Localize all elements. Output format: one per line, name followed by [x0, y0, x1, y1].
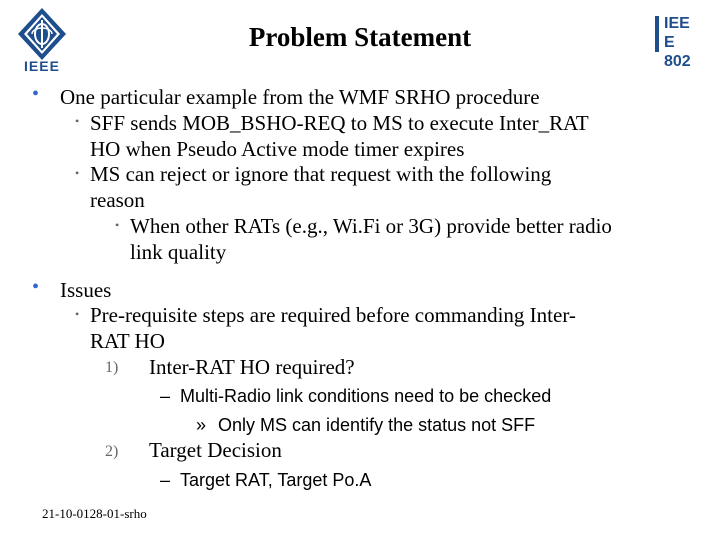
sub-bullet-marker: • [75, 307, 80, 321]
sub-sub-bullet-rats-line2: link quality [130, 240, 227, 264]
bullet-marker: • [32, 276, 40, 298]
sub-bullet-ms-line2: reason [90, 188, 145, 212]
sub-sub-item-ms-status: Only MS can identify the status not SFF [218, 415, 536, 435]
sub-bullet-sff-line1: SFF sends MOB_BSHO-REQ to MS to execute Inter_RAT [90, 111, 589, 135]
sub-bullet-ms [90, 161, 551, 213]
slide-footer: 21-10-0128-01-srho [42, 506, 147, 521]
sub-bullet-marker: • [75, 166, 80, 180]
number-label-1: 1) [105, 359, 119, 376]
raquo-marker: » [196, 415, 207, 435]
sub-sub-bullet-rats-line1: When other RATs (e.g., Wi.Fi or 3G) provide better radio [130, 214, 612, 238]
ieee-802-logo [655, 14, 705, 70]
sub-bullet-sff-line2: HO when Pseudo Active mode timer expires [90, 137, 465, 161]
sub-bullet-ms-line1: MS can reject or ignore that request with the following [90, 162, 552, 186]
dash-marker: – [160, 386, 171, 406]
sub-bullet-prereq-line2: RAT HO [90, 329, 165, 353]
sub-bullet-sff [90, 110, 589, 162]
dash-marker: – [160, 470, 171, 490]
sub-sub-bullet-marker: • [115, 218, 120, 232]
slide-title: Problem Statement [248, 22, 472, 52]
sub-bullet-prereq-line1: Pre-requisite steps are required before commanding Inter- [90, 303, 576, 327]
numbered-item-1: Inter-RAT HO required? [149, 355, 355, 379]
ieee-802-logo-text: IEEE 802 [664, 15, 691, 70]
sub-sub-bullet-rats [130, 213, 612, 265]
ieee-logo-text: IEEE [24, 58, 60, 74]
sub-item-target: Target RAT, Target Po.A [180, 470, 372, 490]
sub-bullet-marker: • [75, 114, 80, 128]
bullet-text-issues: Issues [60, 278, 112, 302]
sub-bullet-prereq [90, 302, 576, 354]
numbered-item-2: Target Decision [149, 438, 282, 462]
bullet-text-wmf-example: One particular example from the WMF SRHO procedure [60, 85, 540, 109]
number-label-2: 2) [105, 443, 119, 460]
bullet-marker: • [32, 83, 40, 105]
sub-item-multi-radio: Multi-Radio link conditions need to be checked [180, 386, 552, 406]
